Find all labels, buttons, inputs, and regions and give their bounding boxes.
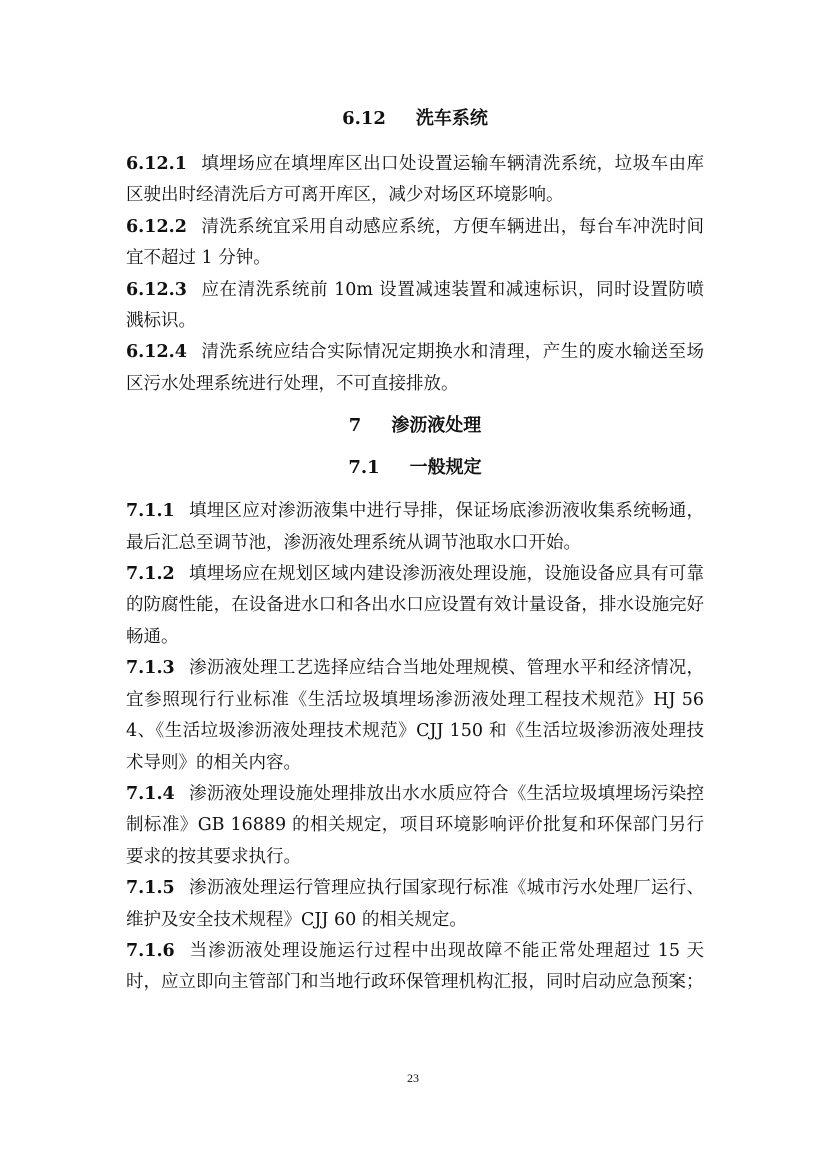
- clause-6-12-1: [126, 149, 704, 212]
- clause-number: 7.1.6: [126, 940, 175, 961]
- clause-number: 6.12.4: [126, 342, 187, 363]
- clause-number: 7.1.4: [126, 783, 175, 804]
- clause-7-1-6: [126, 936, 704, 999]
- clause-7-1-2: [126, 559, 704, 653]
- clause-text: 渗沥液处理工艺选择应结合当地处理规模、管理水平和经济情况，宜参照现行行业标准《生活垃圾填埋场渗沥液处理工程技术规范》HJ 564、《生活垃圾渗沥液处理技术规范》CJJ 150 和《生活垃圾渗沥液处理技术导则》的相关内容。: [126, 658, 704, 773]
- chapter-heading-7: [126, 412, 704, 440]
- clause-7-1-5: [126, 873, 704, 936]
- clause-text: 清洗系统应结合实际情况定期换水和清理，产生的废水输送至场区污水处理系统进行处理，不可直接排放。: [126, 342, 704, 394]
- clause-number: 6.12.2: [126, 216, 187, 237]
- clause-number: 7.1.3: [126, 658, 175, 679]
- clause-text: 渗沥液处理运行管理应执行国家现行标准《城市污水处理厂运行、维护及安全技术规程》CJJ 60 的相关规定。: [126, 878, 704, 930]
- chapter-number: 7: [348, 415, 362, 437]
- section-title: 洗车系统: [415, 108, 488, 129]
- chapter-title: 渗沥液处理: [391, 415, 482, 437]
- clause-number: 7.1.1: [126, 501, 175, 522]
- section-heading-6-12: [126, 105, 704, 133]
- clause-text: 填埋区应对渗沥液集中进行导排，保证场底渗沥液收集系统畅通，最后汇总至调节池，渗沥液处理系统从调节池取水口开始。: [126, 501, 704, 553]
- clause-number: 6.12.3: [126, 279, 187, 300]
- section-number: 6.12: [342, 108, 386, 129]
- clause-text: 渗沥液处理设施处理排放出水水质应符合《生活垃圾填埋场污染控制标准》GB 16889 的相关规定，项目环境影响评价批复和环保部门另行要求的按其要求执行。: [126, 783, 704, 867]
- clause-7-1-4: [126, 779, 704, 873]
- clause-text: 当渗沥液处理设施运行过程中出现故障不能正常处理超过 15 天时，应立即向主管部门和当地行政环保管理机构汇报，同时启动应急预案；: [126, 940, 704, 993]
- clause-7-1-3: [126, 653, 704, 779]
- clause-number: 7.1.5: [126, 878, 175, 899]
- clause-6-12-3: [126, 275, 704, 338]
- clause-text: 填埋场应在填埋库区出口处设置运输车辆清洗系统，垃圾车由库区驶出时经清洗后方可离开库区，减少对场区环境影响。: [126, 154, 704, 206]
- clause-text: 填埋场应在规划区域内建设渗沥液处理设施，设施设备应具有可靠的防腐性能，在设备进水口和各出水口应设置有效计量设备，排水设施完好畅通。: [126, 564, 704, 647]
- page-body: [126, 105, 704, 999]
- clause-number: 7.1.2: [126, 564, 175, 585]
- clause-text: 应在清洗系统前 10m 设置减速装置和减速标识，同时设置防喷溅标识。: [126, 279, 704, 332]
- clause-6-12-2: [126, 212, 704, 275]
- section-heading-7-1: [126, 454, 704, 482]
- clause-6-12-4: [126, 337, 704, 400]
- section-title: 一般规定: [409, 457, 482, 479]
- page-number: 23: [407, 1071, 419, 1085]
- clause-number: 6.12.1: [126, 154, 187, 174]
- clause-text: 清洗系统宜采用自动感应系统，方便车辆进出，每台车冲洗时间宜不超过 1 分钟。: [126, 216, 704, 269]
- section-number: 7.1: [348, 457, 380, 479]
- clause-7-1-1: [126, 496, 704, 559]
